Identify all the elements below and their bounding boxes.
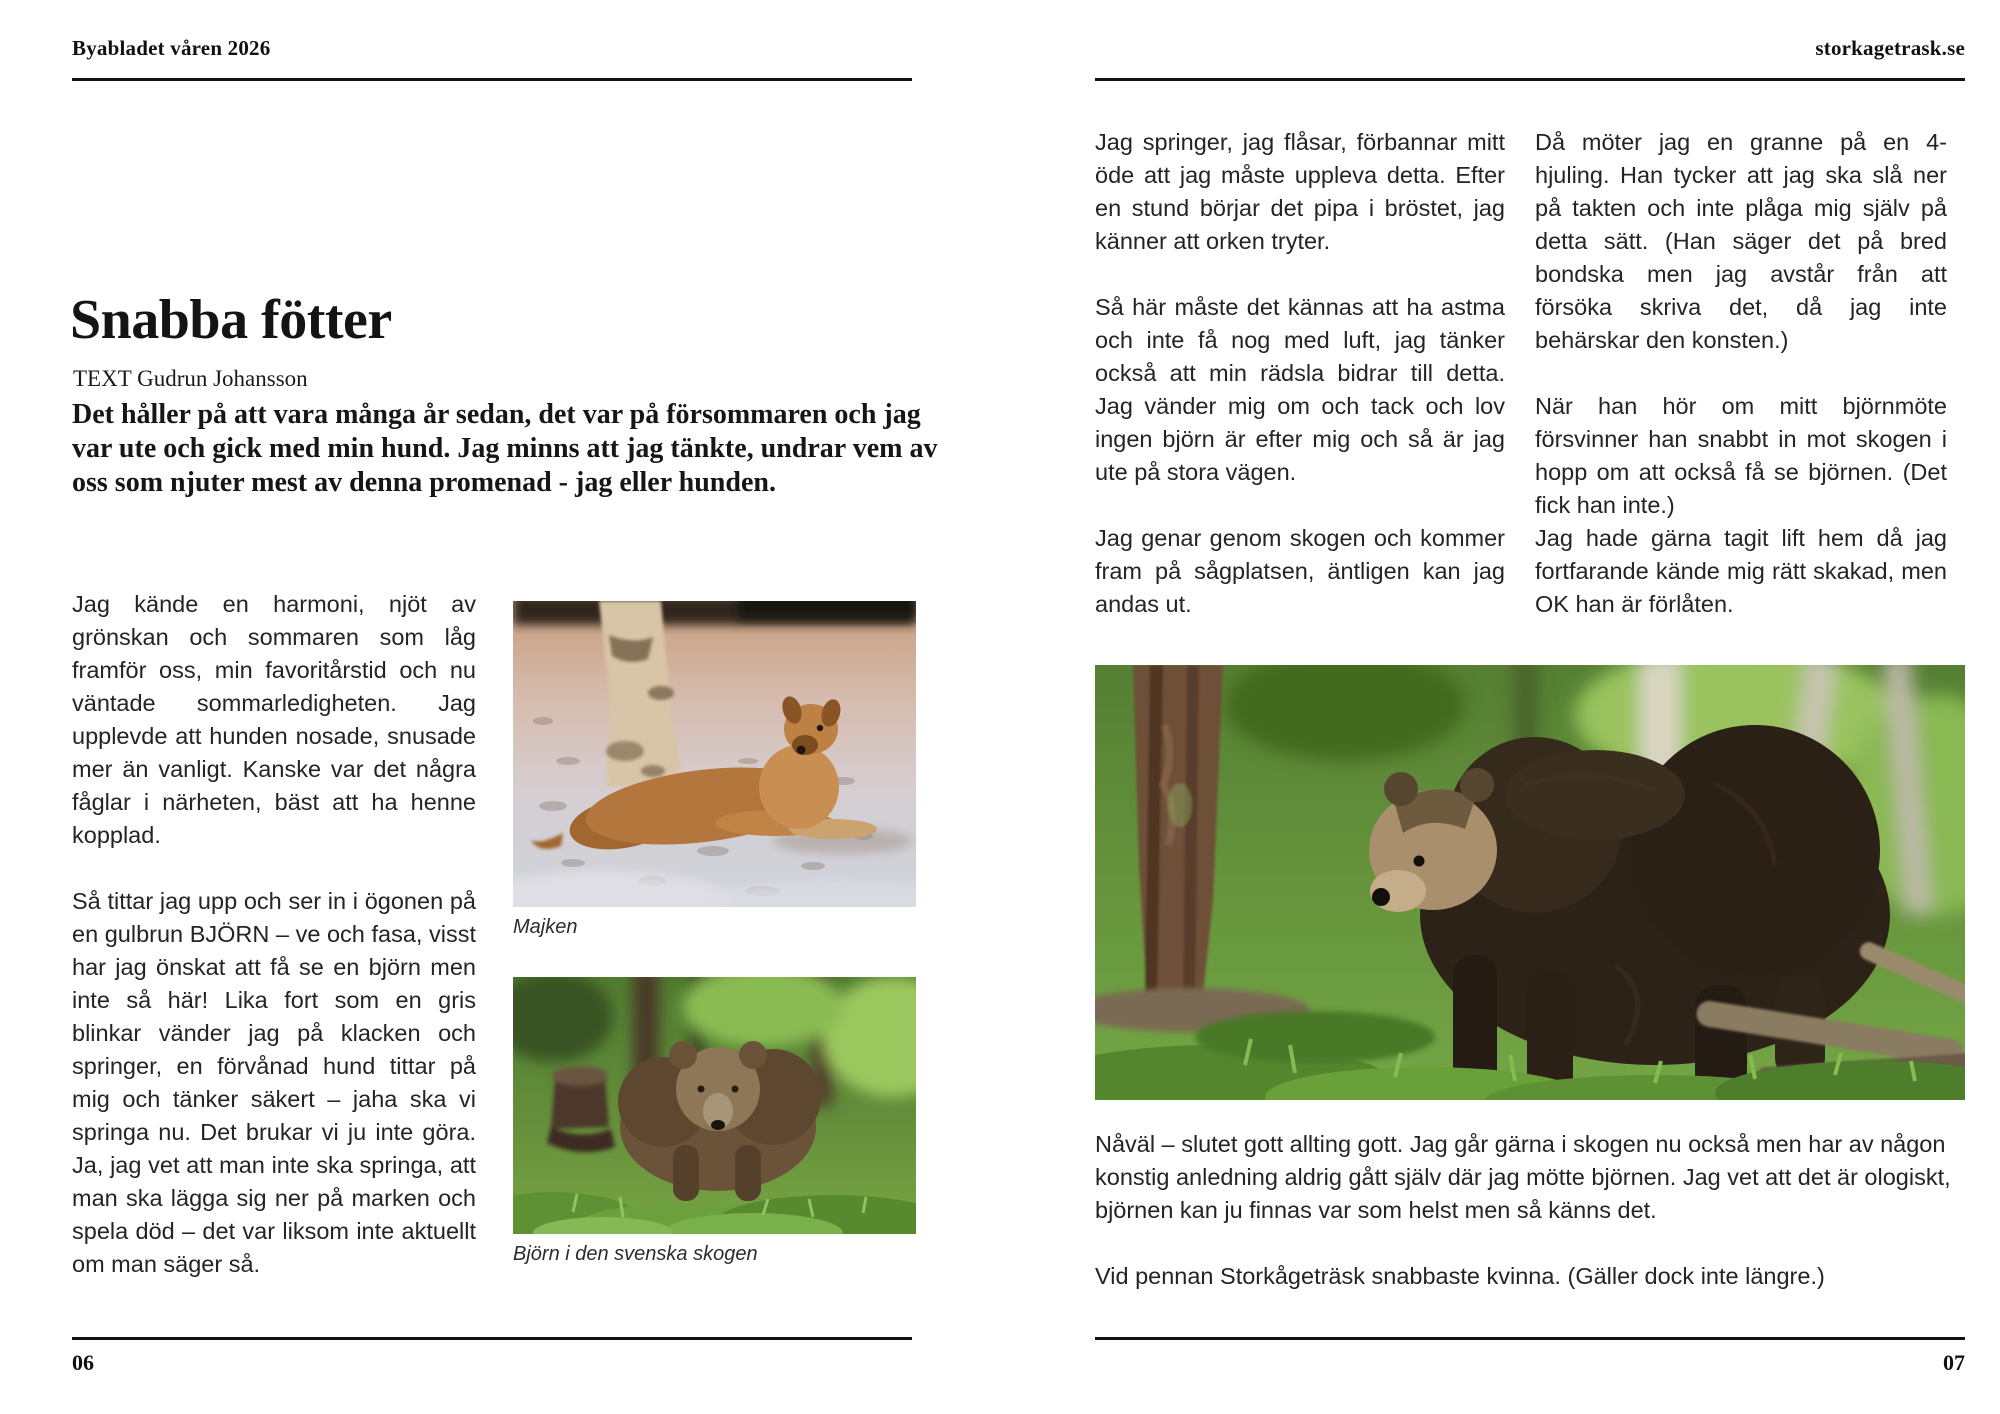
article-title: Snabba fötter: [70, 289, 392, 351]
body-paragraph: Jag springer, jag flåsar, förbannar mitt öde att jag måste uppleva detta. Efter en stund börjar det pipa i bröstet, jag känner att orken tryter.: [1095, 129, 1505, 254]
bear-photo-small-figure: [513, 977, 916, 1266]
running-head-right: storkagetrask.se: [1815, 36, 1965, 60]
photo-caption: Majken: [513, 916, 578, 938]
body-paragraph: Så här måste det kännas att ha astma och inte få nog med luft, jag tänker också att min rädsla bidrar till detta. Jag vänder mig om och tack och lov ingen björn är efter mig och så är jag ute på stora vägen.: [1095, 294, 1505, 485]
right-page-column-2: [1535, 126, 1947, 621]
body-paragraph: Jag kände en harmoni, njöt av grönskan och sommaren som låg framför oss, min favoritårstid och nu väntade sommarledigheten. Jag upplevde att hunden nosade, snusade mer än vanligt. Kanske var det några fåglar i närheten, bäst att ha henne kopplad.: [72, 591, 476, 848]
body-paragraph: Jag hade gärna tagit lift hem då jag fortfarande kände mig rätt skakad, men OK han är förlåten.: [1535, 525, 1947, 617]
photo-caption: Björn i den svenska skogen: [513, 1243, 758, 1265]
right-page-column-1: [1095, 126, 1505, 621]
majken-photo-figure: [513, 601, 916, 939]
body-paragraph: Så tittar jag upp och ser in i ögonen på en gulbrun BJÖRN – ve och fasa, visst har jag önskat att få se en björn men inte så här! Lika fort som en gris blinkar vänder jag på klacken och springer, en förvånad hund tittar på mig och tänker säkert – jaha ska vi springa nu. Det brukar vi ju inte göra. Ja, jag vet att man inte ska springa, att man ska lägga sig ner på marken och spela död – det var liksom inte aktuellt om man säger så.: [72, 888, 476, 1277]
header-rule-left: [72, 78, 912, 81]
footer-rule-left: [72, 1337, 912, 1340]
footer-rule-right: [1095, 1337, 1965, 1340]
bear-photo-large: [1095, 665, 1965, 1100]
article-byline: TEXT Gudrun Johansson: [73, 366, 308, 391]
signoff-paragraph: Vid pennan Storkågeträsk snabbaste kvinna. (Gäller dock inte längre.): [1095, 1263, 1825, 1289]
majken-photo: [513, 601, 916, 907]
header-rule-right: [1095, 78, 1965, 81]
body-paragraph: Nåväl – slutet gott allting gott. Jag går gärna i skogen nu också men har av någon konstig anledning aldrig gått själv där jag mötte björnen. Jag vet att det är ologiskt, björnen kan ju finnas var som helst men så känns det.: [1095, 1131, 1951, 1223]
left-page-text-column: [72, 588, 476, 1281]
body-paragraph: När han hör om mitt björnmöte försvinner han snabbt in mot skogen i hopp om att också få se björnen. (Det fick han inte.): [1535, 393, 1947, 518]
bear-photo-small: [513, 977, 916, 1234]
running-head-left: Byabladet våren 2026: [72, 36, 271, 60]
page-right: [1000, 0, 2000, 1414]
closing-text-block: [1095, 1128, 1957, 1293]
article-intro: Det håller på att vara många år sedan, det var på försommaren och jag var ute och gick med min hund. Jag minns att jag tänkte, undrar vem av oss som njuter mest av denna promenad - jag eller hunden.: [72, 399, 938, 498]
page-number-right: 07: [1943, 1350, 1965, 1375]
page-number-left: 06: [72, 1350, 94, 1375]
body-paragraph: Då möter jag en granne på en 4-hjuling. Han tycker att jag ska slå ner på takten och inte plåga mig själv på detta sätt. (Han säger det på bred bondska men jag avstår från att försöka skriva det, då jag inte behärskar den konsten.): [1535, 129, 1947, 353]
body-paragraph: Jag genar genom skogen och kommer fram på sågplatsen, äntligen kan jag andas ut.: [1095, 525, 1505, 617]
bear-photo-large-figure: [1095, 665, 1965, 1100]
